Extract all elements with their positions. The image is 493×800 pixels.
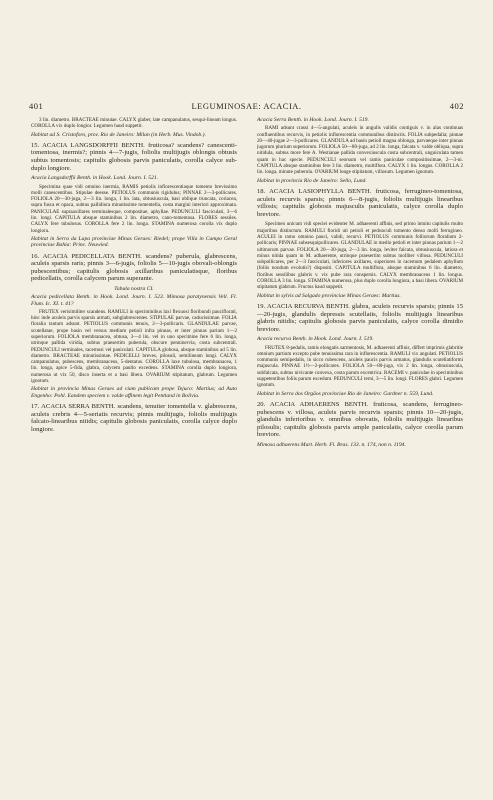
species-heading: 16. ACACIA PEDICELLATA BENTH. scandens? puberula, glabrescens, aculeis sparsis raris; pinnis 3—6-jugis, foliolis 5—10-jugis obovali-oblongis pubescentibus; capitulis globosis axillaribus paniculatisque, floribus pedicellatis, corolla calycem parum superante. (31, 252, 237, 283)
page-number-right: 402 (449, 101, 464, 111)
citation-line: Acacia Serra Benth. in Hook. Lond. Journ. I. 519. (257, 117, 369, 123)
description-paragraph: FRUTEX 8-pedalis, ramis elongatis sarmentosis, M. adhaerenti affinis, differt imprimis glabritie omnium partium excepto pube tenuissima rara in inflorescentia. RAMULI vix angulati. PETIOLUS communis semipedalis, in sicco rubescens, aculeis paucis parvis armatus, glandulis scutellatiformi majuscula. PINNAE 1½—2-pollicares. FOLIOLA 50—80-juga, vix 2 lin. longa, obtusiuscula, subfalcata, subtus nivicante convexa, costa parum excentrica. RACEMI v. paniculae in speciminibus suppetentibus foliis parum excedunt. PEDUNCULI terni, 3—5 lin. longi. FLORES glabri. Legumen ignotum. (257, 344, 463, 389)
citation-line: Acacia recurva Benth. in Hook. Lond. Journ. I. 519. (257, 336, 374, 343)
page-number-left: 401 (29, 101, 44, 111)
description-paragraph: FRUTEX verisimiliter scandens. RAMULI in speciminibus laxi flexuosi floribundi pauciflorati, hinc inde aculeis parvis sparsis armati, subglabrescentes. STIPULAE parvae, caducissimae. FOLIA floralia tantum adsunt. PETIOLUS communis tenuis, 2—3-pollicaris. GLANDULAE parvae, scutellatae, prope basin vel versus medium petioli infra pinnas, et inter pinnas parium 1—2 superiorum. FOLIOLA membranacea, obtusa, 3—4 lin. vel in uno specimine fere 6 lin. longa, utrinque pallida viridia, subtus praesertim puberula, obscure penninervia, costa subcentrali. PEDUNCULI terminales, racemosi vel paniculati. CAPITULA globosa, absque staminibus ad 5 lin. diametro. BRACTEAE minutissimae. PEDICELLI breves, pilosuli, semilineam longi. CALYX campanulatus, pubescens, membranaceus, 5-dentatus. COROLLA laxe tubulosa, membranacea, 1 lin. longa, apice 5-fida, glabra, calycem paullo excedens. STAMINA corolla duplo longiora, numerosa ut vix 50, disco inserta et a basi libera. OVARIUM stipitatum, glabrum. Legumen ignotum. (31, 308, 237, 385)
page-header (29, 101, 464, 113)
species-heading: 15. ACACIA LANGSDORFFII BENTH. fruticosa? scandens? canescenti-tomentosa, inermis?; pinnis 4—7-jugis, foliolis multijugis oblongis obtusis subtus tomentosis; capitulis globosis parvis paniculatis, corolla calyce sub-duplo longiore. (31, 141, 237, 172)
description-paragraph: Specimen unicum vidi speciei evidenter M. adhaerenti affinis, sed primo intuitu capitulis multo majoribus distinctum. RAMULI floridi uti petioli et pedunculi tomento denso molli ferrugineo. ACULEI in ramo omnino pauci, validi, recurvi. PETIOLUS communis folliorum floralium 2-pollicaris; PINNAE subsesquipollicares. GLANDULAE in medio petioli et inter pinnas parium 1—2 ultimorum parvae. FOLIOLA 20—30-juga, 2—3 lin. longa, leviter falcata, obtusiuscula, latiora et minus nitida quam in M. adhaerente, utrinque praesertim subtus molliter villosa. PEDUNCULI subpollicares, per 2—3 fasciculati, inferiores axillares, superiores in racemum pedalem aphyllum (foliis nondum evolutis?) dispositi. CAPITULA multiflora, absque staminibus 6 lin. diametro, floribus sessilibus glabris v. vix pube rara conspersis. CALYX membranaceus 1 lin. longus. COROLLA 3 lin. longa. STAMINA numerosa, plus duplo corolla longiora, a basi libera. OVARIUM stipitatum glabrum. Fructus haud suppetit. (257, 221, 463, 291)
species-heading: 17. ACACIA SERRA BENTH. scandens, tenuiter tomentella v. glabrescens, aculeis crebris 4—5-seriatis recurvis; pinnis multijugis, foliolis multijugis falcato-linearibus nitidis; capitulis globosis paniculatis, corolla calyce duplo longiore. (31, 402, 237, 433)
running-title: LEGUMINOSAE: ACACIA. (191, 101, 302, 111)
description-paragraph: RAMI adsunt crassi 4—5-angulati, aculeis in angulis validis contiguis v. in alas continuas confluentibus recurvis, in petiolis inflorescentia communibus distinctis. FOLIA subpedalia; pinnae 20—40-jugae 2—3-pollicares. GLANDULA ad basin petioli magna oblonga, parvaeque inter pinnas jugorum plurium superiorum. FOLIOLA 50—80-juga, ad 2 lin. longa, falcata v. valde obliqua, supra nitidula, subtus more fere A. Westianae pallida convexiuscula costa subcentrali, unguiculata tamen quam in hac specie. PEDUNCULI seorsum vel ramis paniculae compositissimae, 2—3-ni. CAPITULA absque staminibus fere 3 lin. diametro, multiflora. CALYX 1 lin. longus. COROLLA 2 lin. longa, minute puberula. OVARIUM longe stipitatum, villosum. Legumen ignotum. (257, 125, 463, 176)
citation-line: Habitat in provincia Minas Geraes ad viam publicam prope Tejuco: Martius; ad Auto Engenho: Pohl. Eandem speciem v. valde affinem legit Pentland in Bolivia. (31, 386, 237, 399)
citation-line: Mimosa adhaerens Mart. Herb. Fl. Bras. 133. n. 174, non n. 1194. (257, 441, 406, 448)
citation-line: Habitat in provincia Rio de Janeiro: Sello, Lund. (257, 177, 367, 184)
bottom-margin (0, 682, 493, 800)
description-paragraph: 3 lin. diametro. BRACTEAE minutae. CALYX glaber, late campanulatus, sesqui-lineam longus. COROLLA vix duplo longior. Legumen haud suppetit. (31, 117, 237, 130)
citation-line: Habitat in Serra dos Orgãos provinciae Rio de Janeiro: Gardner n. 559, Lund. (257, 390, 434, 397)
citation-line: Habitat in Serra da Lapa provinciae Minas Geraes: Riedel; prope Villa in Campo Geral provinciae Bahia: Princ. Neuwied. (31, 235, 237, 249)
citation-line: Acacia Langsdorffii Benth. in Hook. Lond. Journ. I. 521. (31, 175, 159, 182)
description-paragraph: Specimina quae vidi omnino inermia, RAMIS petiolis inflorescentiaque tomento brevissimo molli canescentibus. Stipulae deesse. PETIOLUS communis rigidulus; PINNAE 2—3-pollicares. FOLIOLA 20—30-juga, 2—3 lin. longa, 1 lin. lata, obtusiuscula, basi oblique truncata, coriacea, supra fusca et opaca, subtus pallidiora minutissime tomentella, costa margini interiori approximata. PANICULAE supraaxillares terminalesque, compositae, aphyllae. PEDUNCULI fasciculati, 3—6 lin. longi. CAPITULA absque staminibus 2 lin. diametro, cano-tomentosa. FLORES sessiles. CALYX fere tubulosus. COROLLA fere 2 lin. longa. STAMINA numerosa corolla vix duplo longiora. (31, 183, 237, 234)
species-heading: 19. ACACIA RECURVA BENTH. glabra, aculeis recurvis sparsis; pinnis 15—20-jugis, glandulis depressis scutellatis, foliolis multijugis linearibus glabris nitidis; capitulis globosis parvis paniculatis, calyce corolla dimidio breviore. (257, 302, 463, 333)
citation-line: Habitat ad S. Cristoforo, prov. Rio de Janeiro: Milan (in Herb. Mus. Vindob.). (31, 131, 206, 138)
right-column (257, 117, 463, 682)
plate-reference: Tabula nostra CI. (114, 285, 154, 292)
left-column (31, 117, 237, 682)
citation-line: Habitat in sylvis ad Salgado provinciae Minas Geraes: Martius. (257, 292, 401, 299)
species-heading: 18. ACACIA LASIOPHYLLA BENTH. fruticosa, ferrugineo-tomentosa, aculeis recurvis sparsis; pinnis 6—8-jugis, foliolis multijugis linearibus villosis; capitulis globosis majusculis paniculatis, calyce corolla duplo breviore. (257, 187, 463, 218)
citation-line: Acacia pedicellata Benth. in Hook. Lond. Journ. I. 523. Mimosa paratynensis Vell. Fl. Flum. Ic. XI. t. 41? (31, 294, 237, 307)
species-heading: 20. ACACIA ADHAERENS BENTH. fruticosa, scandens, ferrugineo-pubescens v. villosa, aculeis parvis recurvis sparsis; pinnis 10—20-jugis, glandulis inferioribus v. omnibus obovatis, foliolis multijugis linearibus pilosulis; capitulis globosis parvis ample paniculatis, calyce corolla parum breviore. (257, 400, 463, 439)
